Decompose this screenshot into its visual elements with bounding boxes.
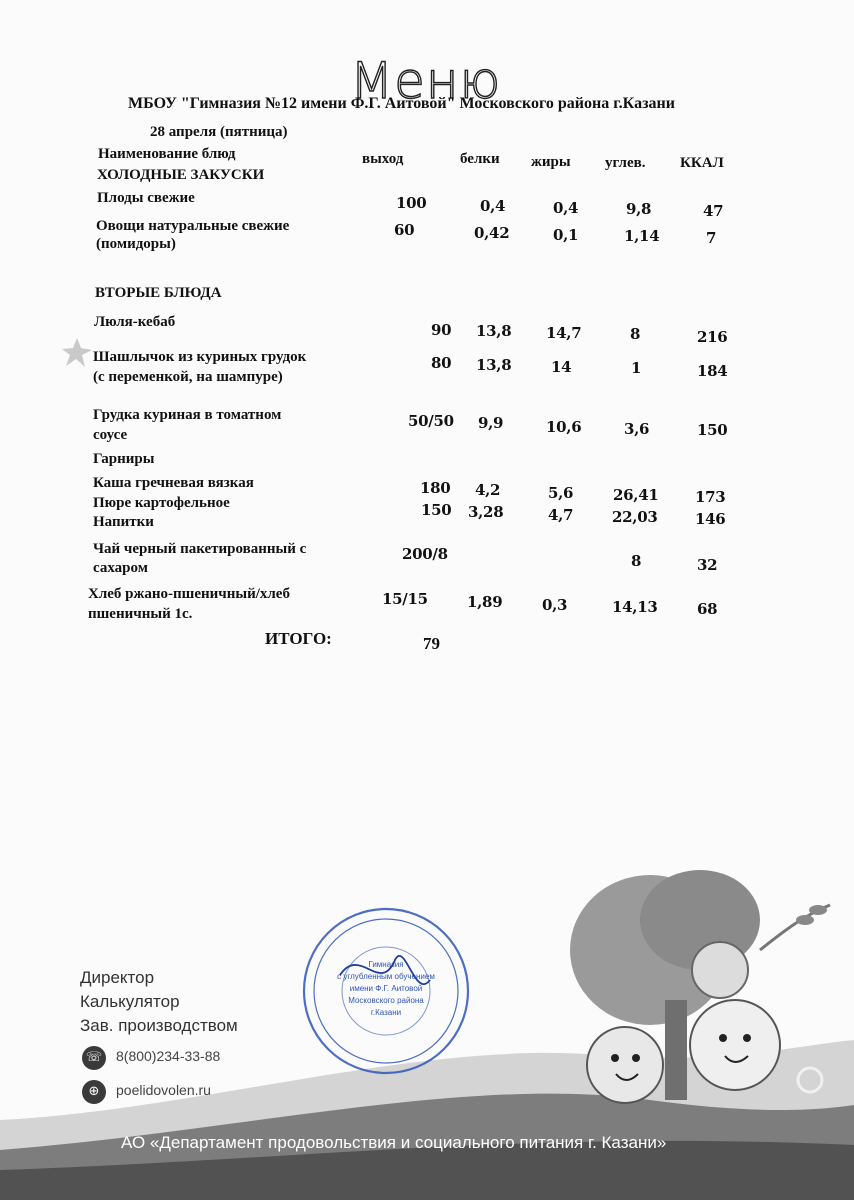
dish-protein: 1,89 [467,593,503,611]
stamp-line4: Московского района [348,996,424,1005]
dish-fat: 0,3 [542,596,568,614]
dish-protein: 4,2 [475,481,501,499]
dish-name: Плоды свежие [97,190,195,206]
dish-kcal: 7 [706,229,717,247]
school-stamp [300,905,472,1077]
dish-name: Пюре картофельное [93,495,230,511]
col-fat-header: жиры [531,154,571,170]
section-garnish: Гарниры [93,451,155,467]
scan-blot [60,336,94,370]
section-drinks: Напитки [93,514,154,530]
total-value: 79 [423,634,440,653]
dish-fat: 0,4 [553,199,579,217]
dish-carbs: 1 [631,359,642,377]
dish-name: Каша гречневая вязкая [93,475,254,491]
dish-yield: 15/15 [382,590,428,608]
dish-fat: 0,1 [553,226,579,244]
col-protein-header: белки [460,151,500,167]
stamp-line1: Гимназия [368,960,404,969]
dish-kcal: 173 [695,488,726,506]
menu-date: 28 апреля (пятница) [150,124,288,140]
dish-kcal: 150 [697,421,728,439]
dish-name-line2: (помидоры) [96,236,176,252]
col-yield-header: выход [362,151,404,167]
sig-production: Зав. производством [80,1016,238,1035]
dish-kcal: 47 [703,202,724,220]
dish-name: Чай черный пакетированный с [93,541,307,557]
dish-fat: 10,6 [546,418,582,436]
dish-name-line2: (с переменкой, на шампуре) [93,369,283,385]
dish-name: Шашлычок из куриных грудок [93,349,307,365]
dish-name: Овощи натуральные свежие [96,218,290,234]
dish-carbs: 8 [631,552,642,570]
stamp-line5: г.Казани [370,1008,402,1017]
dish-kcal: 184 [697,362,728,380]
dish-name: Люля-кебаб [94,314,176,330]
dish-yield: 150 [421,501,452,519]
dish-yield: 50/50 [408,412,454,430]
dish-carbs: 3,6 [624,420,650,438]
dish-protein: 3,28 [468,503,504,521]
dish-fat: 14,7 [546,324,582,342]
dish-name: Хлеб ржано-пшеничный/хлеб [88,586,290,602]
dish-carbs: 8 [630,325,641,343]
dish-protein: 13,8 [476,322,512,340]
dish-fat: 4,7 [548,506,574,524]
dish-yield: 180 [420,479,451,497]
contact-phone[interactable]: 8(800)234-33-88 [116,1048,221,1064]
company-name: АО «Департамент продовольствия и социального питания г. Казани» [121,1133,667,1152]
dish-name-line2: соусе [93,427,128,443]
dish-name: Грудка куриная в томатном [93,407,282,423]
col-carbs-header: углев. [605,155,646,171]
mascot-illustration [560,860,850,1120]
col-name-header: Наименование блюд [98,146,236,162]
dish-carbs: 26,41 [613,486,659,504]
dish-carbs: 14,13 [612,598,658,616]
dish-fat: 14 [551,358,572,376]
dish-protein: 0,4 [480,197,506,215]
dish-yield: 90 [431,321,452,339]
sig-director: Директор [80,968,155,987]
contact-website[interactable]: poelidovolen.ru [116,1082,211,1098]
col-kcal-header: ККАЛ [680,155,724,171]
stamp-line2: с углубленным обучением [337,972,435,981]
dish-protein: 9,9 [478,414,504,432]
stamp-line3: имени Ф.Г. Аитовой [349,984,423,993]
handwritten-title: Меню [350,52,502,110]
total-label: ИТОГО: [265,629,332,648]
dish-carbs: 22,03 [612,508,658,526]
globe-icon: ⊕ [82,1080,106,1104]
dish-name-line2: сахаром [93,560,148,576]
phone-icon: ☏ [82,1046,106,1070]
dish-kcal: 32 [697,556,718,574]
dish-carbs: 9,8 [626,200,652,218]
dish-yield: 100 [396,194,427,212]
dish-kcal: 68 [697,600,718,618]
dish-name-line2: пшеничный 1с. [88,606,193,622]
section-second: ВТОРЫЕ БЛЮДА [95,285,222,301]
sig-calculator: Калькулятор [80,992,180,1011]
dish-yield: 60 [394,221,415,239]
dish-carbs: 1,14 [624,227,660,245]
section-cold: ХОЛОДНЫЕ ЗАКУСКИ [97,167,265,183]
dish-fat: 5,6 [548,484,574,502]
dish-protein: 0,42 [474,224,510,242]
dish-kcal: 216 [697,328,728,346]
dish-yield: 200/8 [402,545,448,563]
dish-protein: 13,8 [476,356,512,374]
dish-yield: 80 [431,354,452,372]
school-title: МБОУ "Гимназия №12 имени Ф.Г. Аитовой" Московского района г.Казани [128,95,675,112]
dish-kcal: 146 [695,510,726,528]
